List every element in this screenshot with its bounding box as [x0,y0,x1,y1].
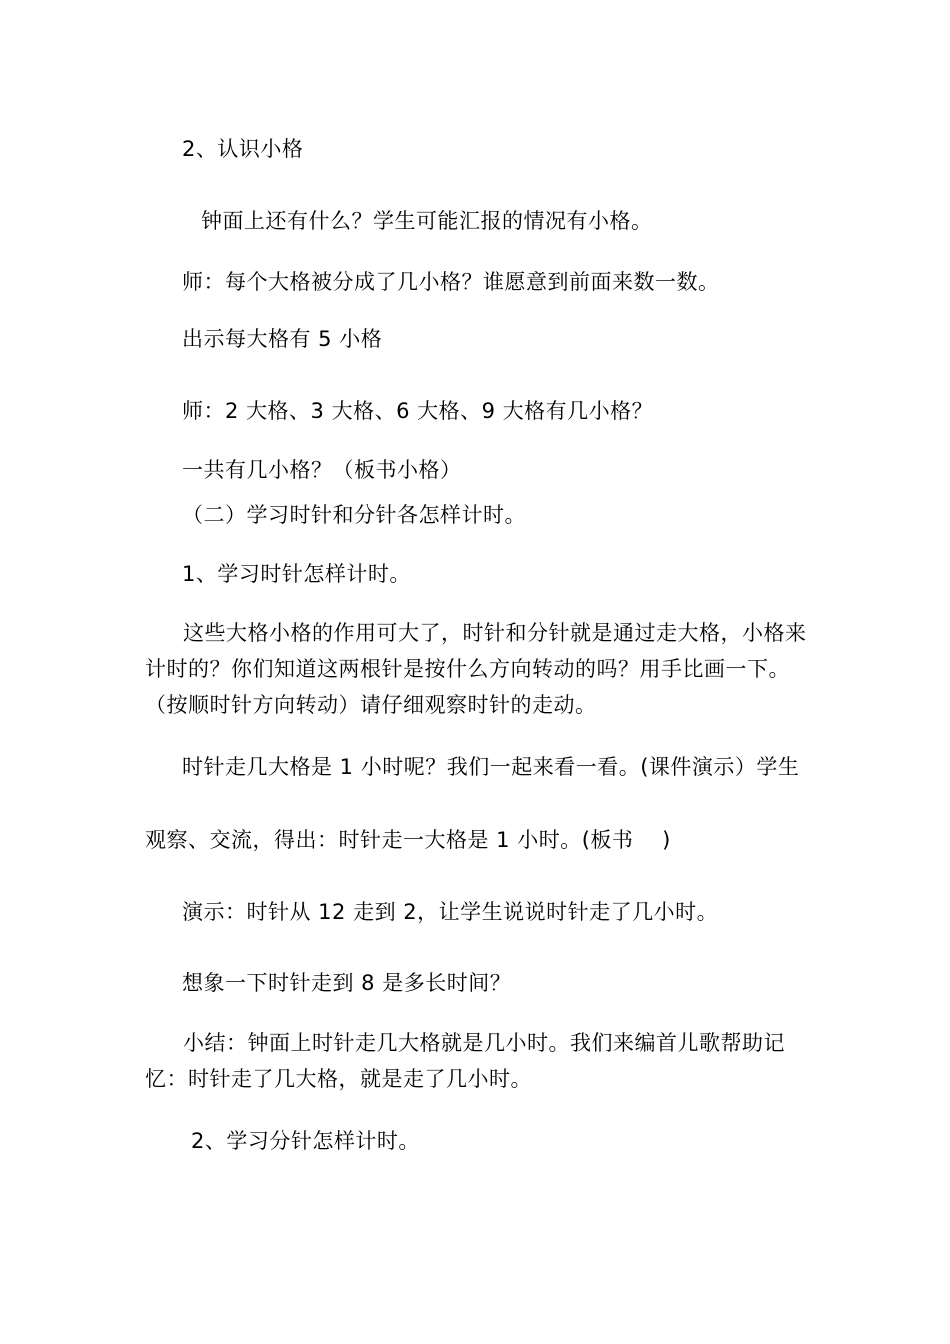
paragraph-observe-conclude: 观察、交流，得出：时针走一大格是 1 小时。(板书 ) [145,828,671,852]
section-heading-hands: （二）学习时针和分针各怎样计时。 [182,503,526,527]
paragraph-teacher-count: 师：2 大格、3 大格、6 大格、9 大格有几小格？ [182,399,654,423]
paragraph-summary: 小结：钟面上时针走几大格就是几小时。我们来编首儿歌帮助记忆：时针走了几大格，就是走了几小时。 [145,1031,785,1091]
section-heading-minute-hand: 2、学习分针怎样计时。 [191,1129,420,1153]
paragraph-total-small: 一共有几小格？（板书小格） [182,458,462,482]
paragraph-hands-direction: 这些大格小格的作用可大了，时针和分针就是通过走大格，小格来计时的？你们知道这两根针是按什么方向转动的吗？用手比画一下。（按顺时针方向转动）请仔细观察时针的走动。 [145,621,807,717]
paragraph-teacher-question: 师：每个大格被分成了几小格？谁愿意到前面来数一数。 [182,270,720,294]
paragraph-clock-face: 钟面上还有什么？学生可能汇报的情况有小格。 [201,209,653,233]
paragraph-imagine-8: 想象一下时针走到 8 是多长时间？ [182,971,512,995]
paragraph-show-five: 出示每大格有 5 小格 [182,327,383,351]
section-heading-small-grid: 2、认识小格 [182,137,304,161]
paragraph-demo-12-to-2: 演示：时针从 12 走到 2，让学生说说时针走了几小时。 [182,900,719,924]
paragraph-one-hour-question: 时针走几大格是 1 小时呢？我们一起来看一看。(课件演示）学生 [182,755,800,779]
section-heading-hour-hand: 1、学习时针怎样计时。 [182,562,411,586]
